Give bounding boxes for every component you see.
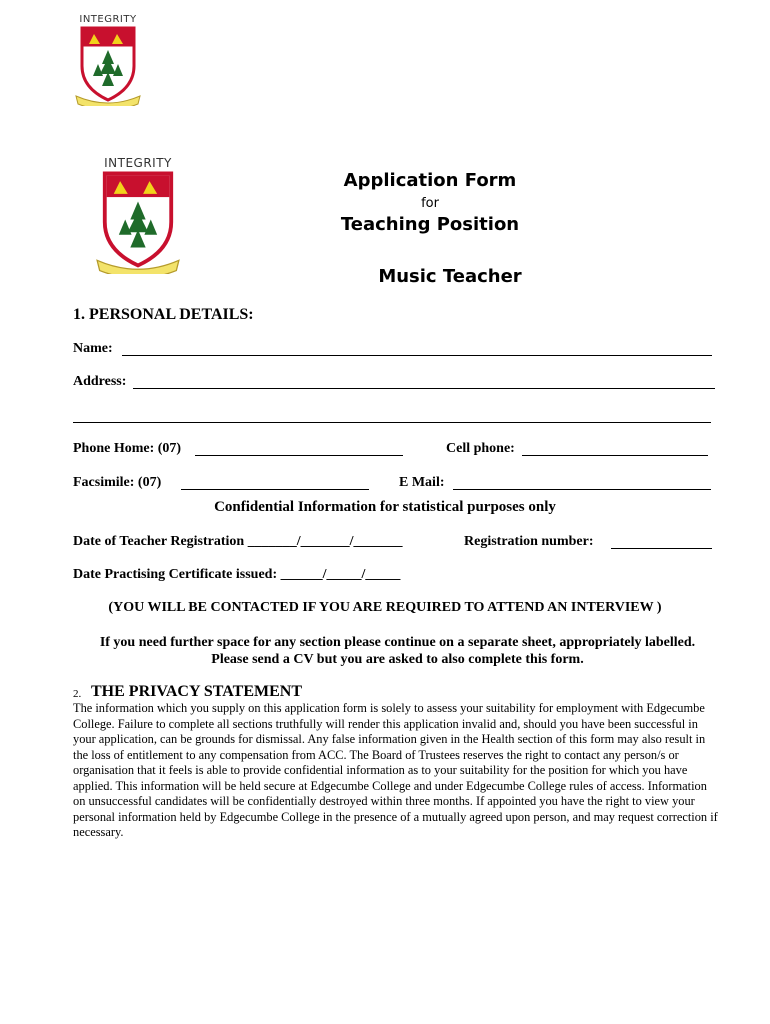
- address-field[interactable]: [133, 388, 715, 389]
- email-field[interactable]: [453, 489, 711, 490]
- confidential-heading: Confidential Information for statistical purposes only: [214, 499, 556, 515]
- phone-home-label: Phone Home: (07): [73, 441, 182, 456]
- cell-phone-label: Cell phone:: [446, 441, 515, 456]
- registration-date-field[interactable]: Date of Teacher Registration _______/_______/_______: [73, 534, 403, 549]
- facsimile-label: Facsimile: (07): [73, 475, 162, 490]
- practising-certificate-field[interactable]: Date Practising Certificate issued: ______/_____/_____: [73, 567, 401, 582]
- school-crest-large: [92, 156, 184, 274]
- crest-motto-small: INTEGRITY: [79, 14, 137, 25]
- further-space-notice: If you need further space for any section please continue on a separate sheet, appropriately labelled. Please send a CV but you are asked to also complete this form.: [99, 635, 696, 667]
- school-crest-icon: [92, 170, 184, 274]
- school-crest-small: [72, 14, 144, 106]
- crest-motto-large: INTEGRITY: [104, 156, 172, 170]
- interview-notice: (YOU WILL BE CONTACTED IF YOU ARE REQUIRED TO ATTEND AN INTERVIEW ): [108, 600, 662, 615]
- school-crest-icon: [72, 26, 144, 106]
- privacy-section-number: 2.: [73, 688, 82, 700]
- phone-home-field[interactable]: [195, 455, 403, 456]
- facsimile-field[interactable]: [181, 489, 369, 490]
- form-title-for: for: [421, 196, 439, 211]
- form-subtitle: Teaching Position: [340, 214, 520, 235]
- privacy-heading: THE PRIVACY STATEMENT: [91, 683, 302, 700]
- personal-details-heading: 1. PERSONAL DETAILS:: [73, 306, 254, 323]
- cell-phone-field[interactable]: [522, 455, 708, 456]
- address-field-line-2[interactable]: [73, 422, 711, 423]
- position-title: Music Teacher: [378, 266, 522, 287]
- name-field[interactable]: [122, 355, 712, 356]
- form-title: Application Form: [343, 170, 517, 191]
- name-label: Name:: [73, 341, 113, 356]
- email-label: E Mail:: [399, 475, 445, 490]
- registration-number-field[interactable]: [611, 548, 712, 549]
- privacy-statement-text: The information which you supply on this application form is solely to assess your suitability for employment with Edgecumbe College. Failure to complete all sections truthfully will render this application invalid and, should you have been successful in your application, can be grounds for dismissal. Any false information given in the Health section of this form may also result in the loss of entitlement to any compensation from ACC. The Board of Trustees reserves the right to contact any person/s or organisation that it feels is able to provide confidential information as to your suitability for the position for which you have applied. This information will be held secure at Edgecumbe College and under Edgecumbe College rules of access. Information on unsuccessful candidates will be confidentially destroyed within three months. If appointed you have the right to view your personal information held by Edgecumbe College in the presence of a mutually agreed upon person, and may request correction if necessary.: [73, 701, 718, 839]
- address-label: Address:: [73, 374, 127, 389]
- registration-number-label: Registration number:: [464, 534, 594, 549]
